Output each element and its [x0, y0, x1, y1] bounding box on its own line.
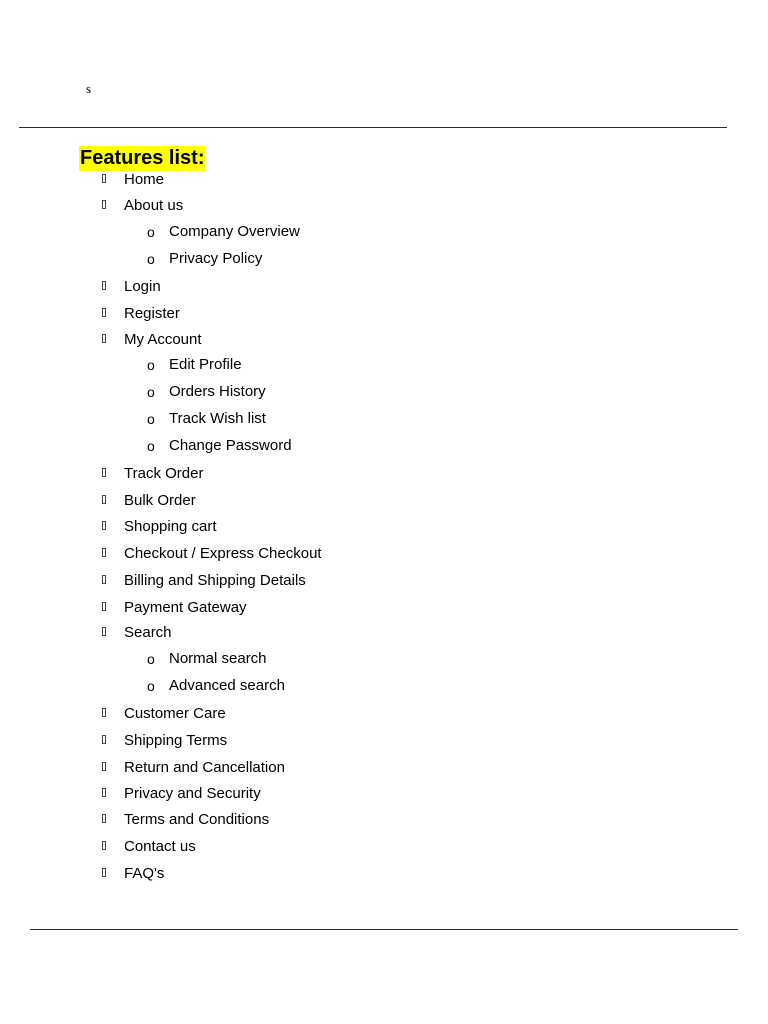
list-item-label: Return and Cancellation: [124, 759, 285, 776]
sub-bullet: o: [147, 384, 155, 400]
sub-bullet: o: [147, 438, 155, 454]
list-item-label: Privacy and Security: [124, 785, 261, 802]
sub-list-item-label: Advanced search: [169, 677, 285, 694]
bullet-icon: [102, 762, 106, 771]
bullet-icon: [102, 468, 106, 477]
list-item-label: About us: [124, 197, 184, 214]
bullet-icon: [102, 308, 106, 317]
bullet-icon: [102, 548, 106, 557]
sub-bullet: o: [147, 224, 155, 240]
bullet-icon: [102, 174, 106, 183]
sub-bullet: o: [147, 251, 155, 267]
list-item-label: Customer Care: [124, 705, 226, 722]
list-item-label: Track Order: [124, 465, 204, 482]
sub-bullet: o: [147, 678, 155, 694]
bullet-icon: [102, 814, 106, 823]
bullet-icon: [102, 281, 106, 290]
sub-bullet: o: [147, 357, 155, 373]
sub-bullet: o: [147, 411, 155, 427]
features-heading: Features list:: [80, 147, 205, 169]
list-item-label: Shopping cart: [124, 518, 217, 535]
bullet-icon: [102, 334, 106, 343]
bullet-icon: [102, 868, 106, 877]
sub-list-item-label: Normal search: [169, 650, 267, 667]
bullet-icon: [102, 788, 106, 797]
list-item-label: Register: [124, 305, 180, 322]
list-item-label: FAQ's: [124, 865, 165, 882]
bullet-icon: [102, 602, 106, 611]
bullet-icon: [102, 200, 106, 209]
list-item-label: Contact us: [124, 838, 196, 855]
list-item-label: Home: [124, 171, 165, 188]
sub-list-item-label: Privacy Policy: [169, 250, 263, 267]
bullet-icon: [102, 708, 106, 717]
bullet-icon: [102, 841, 106, 850]
sub-list-item-label: Company Overview: [169, 223, 300, 240]
list-item-label: Checkout / Express Checkout: [124, 545, 322, 562]
list-item-label: My Account: [124, 331, 202, 348]
list-item-label: Shipping Terms: [124, 732, 228, 749]
list-item-label: Search: [124, 624, 172, 641]
sub-list-item-label: Change Password: [169, 437, 292, 454]
list-item-label: Bulk Order: [124, 492, 196, 509]
bullet-icon: [102, 495, 106, 504]
list-item-label: Billing and Shipping Details: [124, 572, 306, 589]
sub-list-item-label: Edit Profile: [169, 356, 242, 373]
bottom-rule: [30, 929, 738, 930]
header-glyph: s: [86, 81, 92, 96]
bullet-icon: [102, 575, 106, 584]
list-item-label: Payment Gateway: [124, 599, 247, 616]
list-item-label: Login: [124, 278, 161, 295]
sub-bullet: o: [147, 651, 155, 667]
bullet-icon: [102, 735, 106, 744]
bullet-icon: [102, 627, 106, 636]
sub-list-item-label: Orders History: [169, 383, 266, 400]
bullet-icon: [102, 521, 106, 530]
list-item-label: Terms and Conditions: [124, 811, 270, 828]
sub-list-item-label: Track Wish list: [169, 410, 266, 427]
